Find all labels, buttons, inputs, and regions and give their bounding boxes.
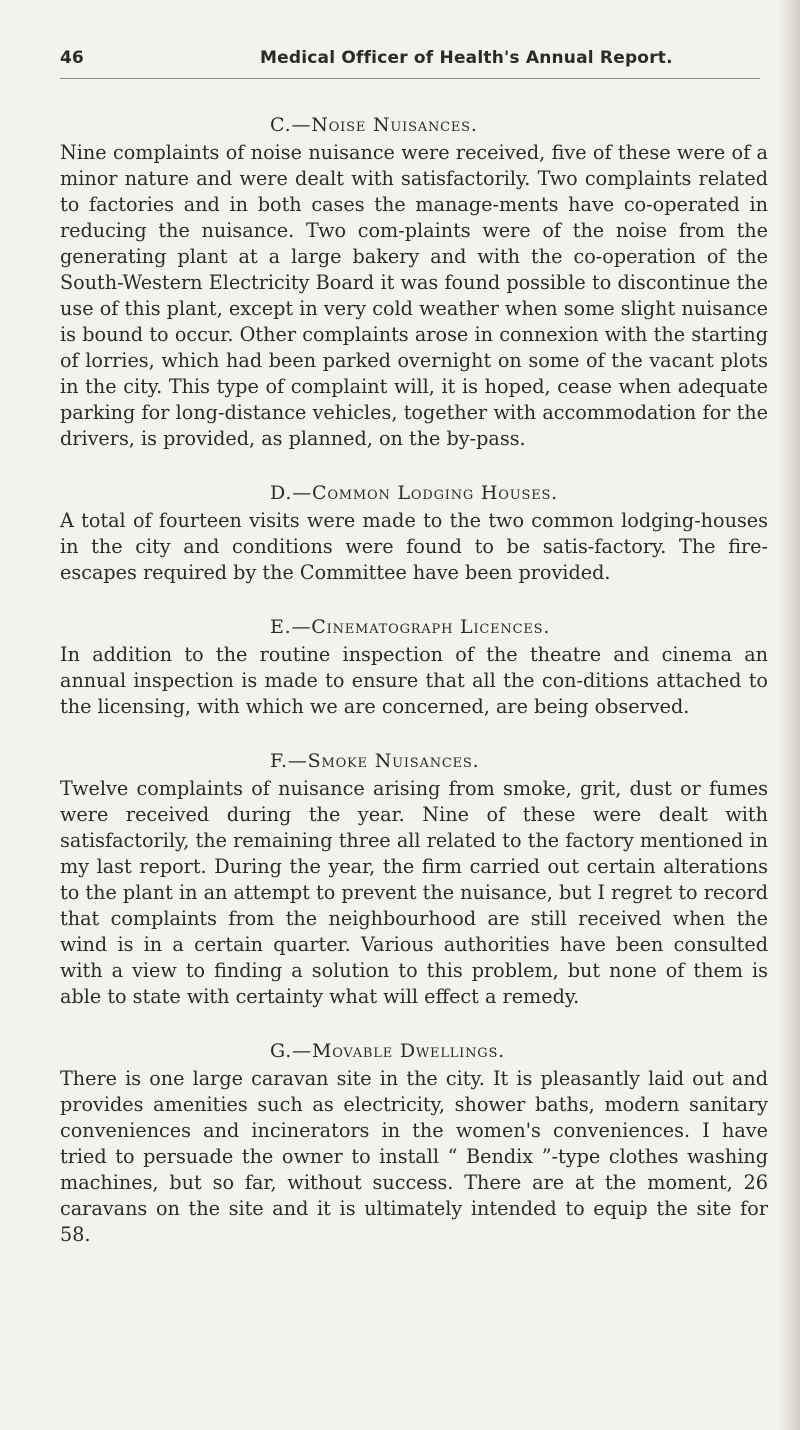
section-paragraph: Nine complaints of noise nuisance were received, five of these were of a minor nature and were dealt with satisfactorily. Two complaints related to factories and in both cases the manage-ments have co-operated in reducing the nuisance. Two com-plaints were of the noise from the generating plant at a large bakery and with the co-operation of the South-Western Electricity Board it was found possible to discontinue the use of this plant, except in very cold weather when some slight nuisance is bound to occur. Other complaints arose in connexion with the starting of lorries, which had been parked overnight on some of the vacant plots in the city. This type of complaint will, it is hoped, cease when adequate parking for long-distance vehicles, together with accommodation for the drivers, is provided, as planned, on the by-pass. (60, 141, 768, 450)
section-heading: C.—Noise Nuisances. (270, 114, 478, 136)
section-heading: G.—Movable Dwellings. (270, 1040, 506, 1062)
report-body (60, 112, 768, 1276)
running-title: Medical Officer of Health's Annual Report. (260, 48, 673, 68)
page-edge-shadow (778, 0, 800, 1430)
section-heading: F.—Smoke Nuisances. (270, 750, 480, 772)
section-heading: E.—Cinematograph Licences. (270, 616, 551, 638)
section-paragraph: A total of fourteen visits were made to the two common lodging-houses in the city and conditions were found to be satis-factory. The fire-escapes required by the Committee have been provided. (60, 509, 768, 584)
page-number: 46 (60, 48, 84, 68)
section-smoke-nuisances (60, 748, 768, 1010)
section-paragraph: Twelve complaints of nuisance arising from smoke, grit, dust or fumes were received during the year. Nine of these were dealt with satisfactorily, the remaining three all related to the factory mentioned in my last report. During the year, the firm carried out certain alterations to the plant in an attempt to prevent the nuisance, but I regret to record that complaints from the neighbourhood are still received when the wind is in a certain quarter. Various authorities have been consulted with a view to finding a solution to this problem, but none of them is able to state with certainty what will effect a remedy. (60, 777, 768, 1008)
section-heading: D.—Common Lodging Houses. (270, 482, 559, 504)
section-common-lodging-houses (60, 480, 768, 586)
section-paragraph: In addition to the routine inspection of the theatre and cinema an annual inspection is made to ensure that all the con-ditions attached to the licensing, with which we are concerned, are being observed. (60, 643, 768, 718)
header-rule (60, 78, 760, 79)
section-paragraph: There is one large caravan site in the city. It is pleasantly laid out and provides amenities such as electricity, shower baths, modern sanitary conveniences and incinerators in the women's conveniences. I have tried to persuade the owner to install “ Bendix ”-type clothes washing machines, but so far, without success. There are at the moment, 26 caravans on the site and it is ultimately intended to equip the site for 58. (60, 1067, 768, 1246)
section-noise-nuisances (60, 112, 768, 452)
section-cinematograph-licences (60, 614, 768, 720)
section-movable-dwellings (60, 1038, 768, 1248)
page-header (60, 48, 760, 78)
